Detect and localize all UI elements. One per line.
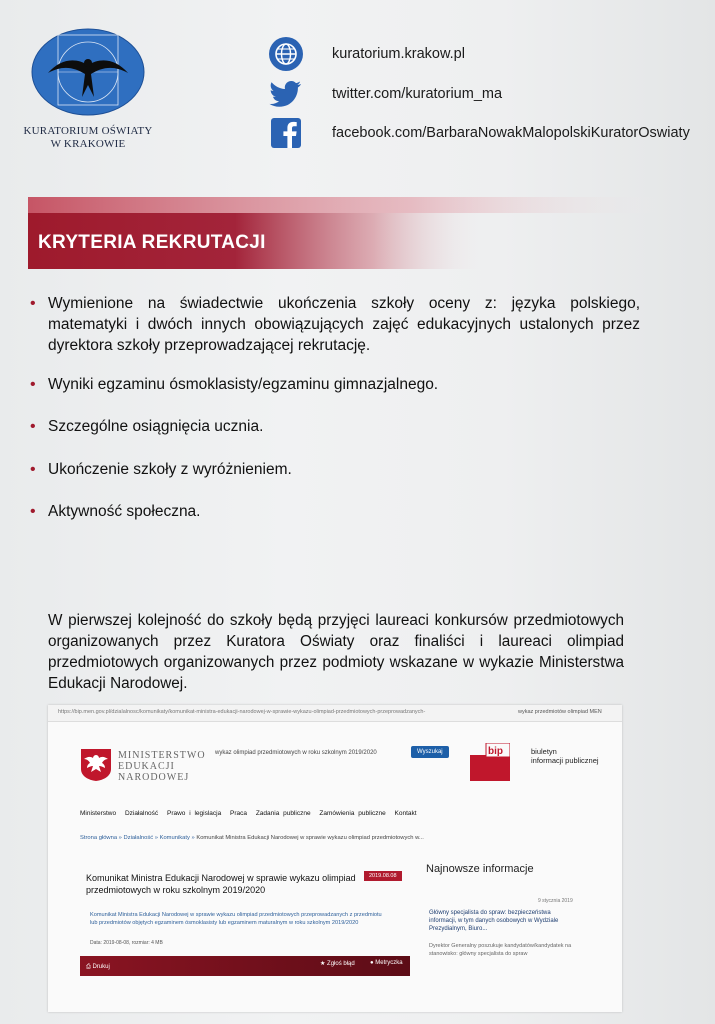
nav-item[interactable]: Prawo i legislacja xyxy=(167,810,222,817)
bip-logo-icon xyxy=(470,743,510,781)
kuratorium-logo xyxy=(30,27,146,117)
criteria-item: • Szczególne osiągnięcia ucznia. xyxy=(30,416,640,437)
section-title: KRYTERIA REKRUTACJI xyxy=(38,232,266,253)
criteria-item: • Wyniki egzaminu ósmoklasisty/egzaminu gimnazjalnego. xyxy=(30,374,640,395)
news-item[interactable]: Dyrektor Generalny poszukuje kandydatów/kandydatek na stanowisko: główny specjalista do spraw xyxy=(429,943,572,957)
news-date: 9 stycznia 2019 xyxy=(538,898,573,904)
date-badge: 2019.08.08 xyxy=(364,871,402,881)
breadcrumb[interactable]: Strona główna » Działalność » Komunikaty » Komunikat Ministra Edukacji Narodowej w sprawie wykazu olimpiad przedmiotowych w... xyxy=(80,835,424,841)
attachment-meta: Data: 2019-08-08, rozmiar: 4 MB xyxy=(90,940,163,946)
nav-item[interactable]: Ministerstwo xyxy=(80,810,117,817)
criteria-item: • Wymienione na świadectwie ukończenia szkoły oceny z: języka polskiego, matematyki i dwóch innych obowiązujących zajęć edukacyjnych ustalonych przez dyrektora szkoły przeprowadzającej rekrutację. xyxy=(30,293,640,356)
nav-item[interactable]: Zamówienia publiczne xyxy=(319,810,386,817)
svg-text:bip: bip xyxy=(488,746,503,757)
ministry-website-screenshot xyxy=(48,705,622,1012)
laureates-paragraph: W pierwszej kolejność do szkoły będą przyjęci laureaci konkursów przedmiotowych organizowanych przez Kuratora Oświaty oraz finaliści i laureaci olimpiad przedmiotowych organizowanych przez podmioty wskazane w wykazie Ministerstwa Edukacji Narodowej. xyxy=(48,612,624,692)
criteria-item: • Aktywność społeczna. xyxy=(30,501,640,522)
twitter-link-text: twitter.com/kuratorium_ma xyxy=(332,86,503,102)
eagle-emblem-icon xyxy=(80,748,112,782)
criteria-list xyxy=(30,293,640,522)
facebook-icon xyxy=(268,115,304,151)
website-link[interactable] xyxy=(268,36,465,72)
article-toolbar xyxy=(80,956,410,976)
nav-item[interactable]: Kontakt xyxy=(394,810,417,817)
criteria-item: • Ukończenie szkoły z wyróżnieniem. xyxy=(30,459,640,480)
news-item[interactable]: Główny specjalista do spraw: bezpieczeństwa informacji, w tym danych osobowych w Wydziale Prezydialnym, Biuro... xyxy=(429,910,559,932)
logo-caption: KURATORIUM OŚWIATY W KRAKOWIE xyxy=(23,125,153,150)
page-url: https://bip.men.gov.pl/dzialalnosc/komunikaty/komunikat-ministra-edukacji-narodowej-w-sprawie-wykazu-olimpiad-przedmiotowych-przeprowadzanych- xyxy=(58,709,426,715)
twitter-icon xyxy=(268,76,304,112)
bip-caption: biuletyn informacji publicznej xyxy=(531,747,599,765)
report-error-button[interactable]: ★ Zgłoś błąd xyxy=(320,961,355,967)
twitter-link[interactable] xyxy=(268,76,503,112)
attachment-link[interactable]: Komunikat Ministra Edukacji Narodowej w sprawie wykazu olimpiad przedmiotowych przeprowadzanych z przedmiotu lub przedmiotów objętych egzaminem ósmoklasisty lub egzaminem maturalnym w roku szkolnym 2019/2020 xyxy=(90,912,382,926)
main-navigation xyxy=(80,810,422,817)
print-button[interactable]: ⎙ Drukuj xyxy=(86,964,110,970)
nav-item[interactable]: Działalność xyxy=(124,810,159,817)
nav-item[interactable]: Zadania publiczne xyxy=(255,810,311,817)
site-search-input[interactable]: wykaz olimpiad przedmiotowych w roku szkolnym 2019/2020 xyxy=(215,750,377,756)
browser-address-bar xyxy=(48,705,622,722)
globe-icon xyxy=(268,36,304,72)
breadcrumb-current: Komunikat Ministra Edukacji Narodowej w sprawie wykazu olimpiad przedmiotowych w... xyxy=(196,835,424,841)
news-heading: Najnowsze informacje xyxy=(426,863,534,875)
facebook-link[interactable] xyxy=(268,115,690,151)
article-headline: Komunikat Ministra Edukacji Narodowej w sprawie wykazu olimpiad przedmiotowych w roku szkolnym 2019/2020 xyxy=(86,873,356,895)
metrics-button[interactable]: ● Metryczka xyxy=(370,960,403,966)
facebook-link-text: facebook.com/BarbaraNowakMalopolskiKuratorOswiaty xyxy=(332,125,690,141)
site-search-button[interactable]: Wyszukaj xyxy=(411,746,449,758)
website-link-text: kuratorium.krakow.pl xyxy=(332,46,465,62)
browser-search-text: wykaz przedmiotów olimpiad MEN xyxy=(518,709,602,715)
ministry-name: MINISTERSTWO EDUKACJI NARODOWEJ xyxy=(118,750,206,783)
nav-item[interactable]: Praca xyxy=(230,810,248,817)
